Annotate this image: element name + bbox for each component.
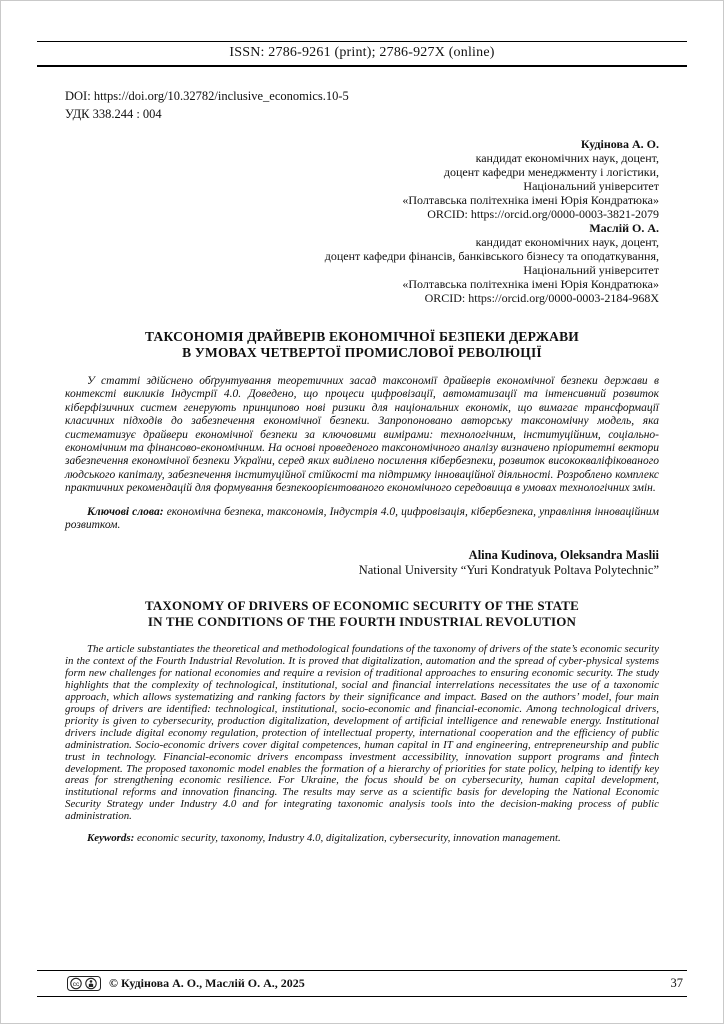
header-bottom-rule: [37, 65, 687, 67]
author-affiliation: «Полтавська політехніка імені Юрія Кондратюка»: [402, 277, 659, 291]
author-position: доцент кафедри менеджменту і логістики,: [443, 165, 659, 179]
keywords-en-label: Keywords:: [87, 832, 135, 845]
author-degree: кандидат економічних наук, доцент,: [475, 151, 659, 165]
keywords-en: [65, 833, 659, 845]
author-orcid: ORCID: https://orcid.org/0000-0003-3821-2079: [427, 207, 659, 221]
article-title-en: [65, 598, 659, 630]
keywords-uk-label: Ключові слова:: [87, 505, 164, 518]
authors-block-uk: [65, 137, 659, 305]
author-name: Кудінова А. О.: [580, 137, 659, 151]
cc-by-license-icon: [67, 976, 101, 991]
authors-block-en: [65, 548, 659, 578]
udk-line: УДК 338.244 : 004: [65, 107, 162, 121]
copyright-text: © Кудінова А. О., Маслій О. А., 2025: [109, 976, 305, 990]
author-orcid: ORCID: https://orcid.org/0000-0003-2184-968X: [424, 291, 659, 305]
abstract-uk: У статті здійснено обґрунтування теоретичних засад таксономії драйверів економічної безпеки держави в контексті викликів Індустрії 4.0. Доведено, що процеси цифровізації, автоматизації та інтенсивний розвиток кіберфізичних систем генерують принципово нові ризики для національних економік, що вимагає трансформації класичних підходів до забезпечення економічної безпеки. Запропоновано авторську таксономічну модель, яка систематизує драйвери економічної безпеки за ключовими вимірами: технологічним, інституційним, соціально-економічним та фінансово-економічним. На основі проведеного таксономічного аналізу визначено пріоритетні вектори забезпечення економічної безпеки України, серед яких виділено посилення кібербезпеки, розвиток висококваліфікованого людського капіталу, забезпечення інституційної стійкості та підтримку інноваційної діяльності. Розроблено комплекс практичних рекомендацій для формування безпекоорієнтованого економічного середовища в умовах технологічних змін.: [65, 375, 659, 495]
doi-line: DOI: https://doi.org/10.32782/inclusive_economics.10-5: [65, 89, 349, 103]
abstract-en: The article substantiates the theoretical and methodological foundations of the taxonomy of drivers of the state’s economic security in the context of the Fourth Industrial Revolution. It is proved that digitalization, automation and the spread of cyber-physical systems form new challenges for national economies and require a revision of traditional approaches to ensuring economic security. The study highlights that the complexity of technological, institutional, social and financial interrelations necessitates the use of a taxonomic approach, which allows systematizing and ranking factors by their significance and impact. Based on the authors’ model, four main groups of drivers are identified: technological, institutional, socio-economic and financial-economic. Among technological drivers, priority is given to cybersecurity, production digitalization, development of artificial intelligence and renewable energy. Institutional drivers include digital economy regulation, protection of intellectual property, international cooperation and the efficiency of public administration. Socio-economic drivers cover digital competences, human capital in IT and engineering, entrepreneurship and public trust in technology. Financial-economic drivers encompass investment accessibility, innovation support programs and fintech development. The proposed taxonomic model enables the formation of a hierarchy of priorities for state policy, helping to identify key areas for strengthening economic resilience. For Ukraine, the focus should be on cybersecurity, human capital development, institutional reforms and innovation financing. The results may serve as a scientific basis for developing the National Economic Security Strategy under Industry 4.0 and for integrating taxonomic analysis tools into the decision-making process of public administration.: [65, 643, 659, 823]
page-footer: [37, 970, 687, 997]
author-name: Маслій О. А.: [589, 221, 659, 235]
title-line: IN THE CONDITIONS OF THE FOURTH INDUSTRIAL REVOLUTION: [147, 614, 577, 630]
page-number: 37: [670, 976, 683, 990]
author-affiliation: «Полтавська політехніка імені Юрія Кондратюка»: [402, 193, 659, 207]
keywords-en-text: economic security, taxonomy, Industry 4.0, digitalization, cybersecurity, innovation management.: [136, 832, 561, 845]
author-affiliation: Національний університет: [523, 179, 659, 193]
author-names-en: Alina Kudinova, Oleksandra Maslii: [468, 548, 659, 563]
svg-text:cc: cc: [72, 980, 80, 988]
footer-bottom-rule: [37, 996, 687, 997]
journal-header: [37, 41, 687, 67]
article-title-uk: [65, 329, 659, 361]
author-position: доцент кафедри фінансів, банківського бізнесу та оподаткування,: [324, 249, 659, 263]
issn-line: ISSN: 2786-9261 (print); 2786-927X (online): [229, 45, 495, 60]
article-meta: [65, 87, 659, 123]
title-line: TAXONOMY OF DRIVERS OF ECONOMIC SECURITY OF THE STATE: [144, 598, 580, 614]
title-line: В УМОВАХ ЧЕТВЕРТОЇ ПРОМИСЛОВОЇ РЕВОЛЮЦІЇ: [182, 345, 542, 360]
keywords-uk-text: економічна безпека, таксономія, Індустрія 4.0, цифровізація, кібербезпека, управління інноваційним розвитком.: [65, 505, 659, 532]
keywords-uk: [65, 506, 659, 533]
title-line: ТАКСОНОМІЯ ДРАЙВЕРІВ ЕКОНОМІЧНОЇ БЕЗПЕКИ ДЕРЖАВИ: [145, 329, 579, 344]
author-affiliation: Національний університет: [523, 263, 659, 277]
footer-row: [37, 971, 687, 996]
author-degree: кандидат економічних наук, доцент,: [475, 235, 659, 249]
affiliation-en: National University “Yuri Kondratyuk Poltava Polytechnic”: [358, 563, 659, 578]
